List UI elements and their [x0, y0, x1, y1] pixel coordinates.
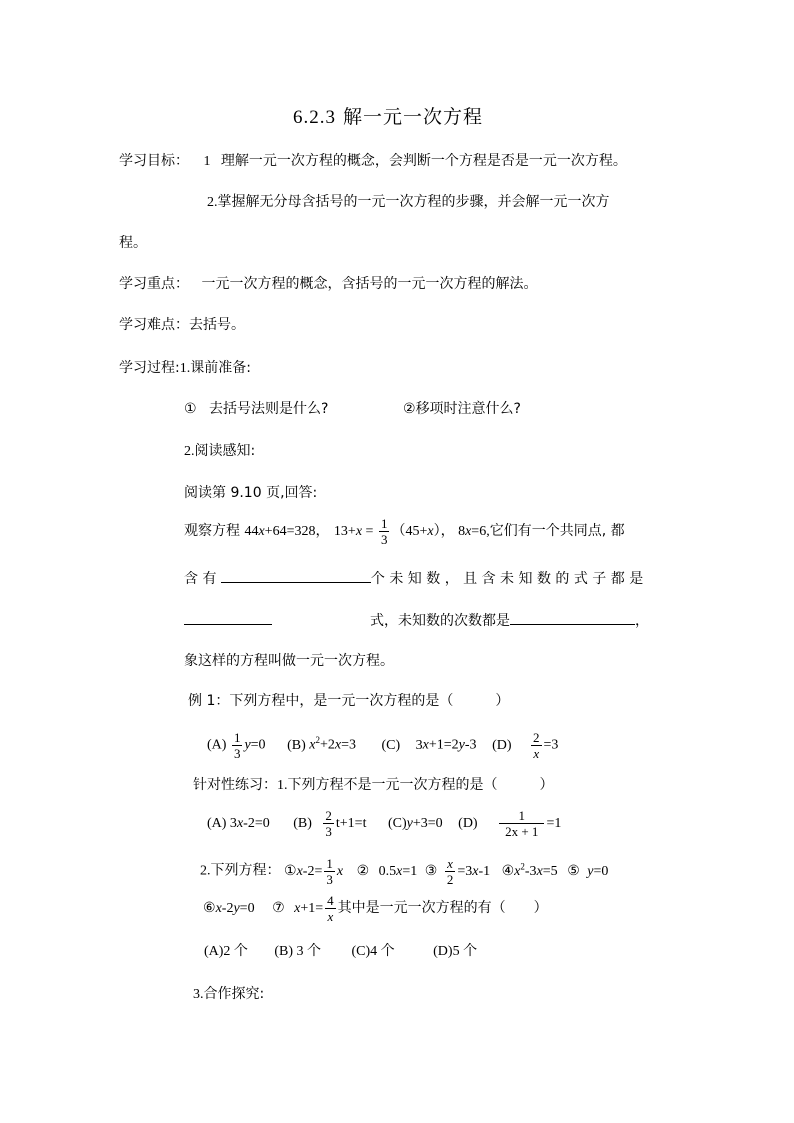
practice-2 — [200, 848, 608, 890]
practice-2-number: 2. — [200, 863, 211, 879]
p1-option-b-tail: t+1=t — [335, 816, 367, 831]
cooperation-heading — [193, 985, 264, 1004]
goal-line-2-cont: 程。 — [119, 235, 147, 251]
eq-2-tail: =1 — [402, 863, 418, 879]
option-a-label: (A) — [207, 737, 227, 753]
observe-prefix: 观察方程 — [184, 523, 245, 539]
eq-6-tail: =0 — [239, 901, 255, 916]
process-line — [119, 359, 251, 378]
fill-2-end: ， — [635, 613, 649, 629]
equation-2-var-b: x — [427, 524, 434, 539]
goal-label: 学习目标： — [119, 153, 189, 169]
eq-3-fraction — [445, 856, 456, 887]
eq-1-denominator: 3 — [326, 871, 333, 887]
eq-7-fraction — [325, 893, 336, 924]
practice-2-line-2 — [203, 890, 548, 927]
equation-2-left: 13+ — [333, 524, 356, 539]
process-step-number: 1. — [179, 361, 191, 376]
practice-2-text: 下列方程： — [210, 862, 281, 879]
p1-option-c-var: y — [406, 816, 413, 831]
equation-3-rest: =6, — [471, 524, 490, 539]
goal1-number: 1 — [203, 154, 211, 169]
example-1-options — [207, 722, 558, 764]
practice-1-text: 下列方程不是一元一次方程的是（ ） — [287, 777, 554, 793]
p1-option-d-tail: =1 — [546, 816, 562, 831]
option-c-label: (C) — [381, 737, 401, 753]
option-d-fraction — [531, 730, 542, 761]
key-text: 一元一次方程的概念，含括号的一元一次方程的解法。 — [201, 276, 538, 292]
conclusion-line: 象这样的方程叫做一元一次方程。 — [184, 653, 394, 669]
page-title — [293, 108, 483, 127]
process-step-text: 课前准备: — [190, 360, 251, 376]
p1-option-d: (D) — [458, 816, 478, 831]
practice-label: 针对性练习： — [193, 777, 277, 793]
fraction-numerator: 1 — [380, 515, 388, 531]
eq-3-end: -1 — [478, 863, 491, 879]
eq-4-exponent: 2 — [520, 861, 525, 871]
eq-3-tail: =3 — [457, 863, 473, 879]
option-a-tail: =0 — [250, 737, 266, 753]
option-d-numerator: 2 — [533, 729, 540, 745]
option-b-exponent: 2 — [315, 735, 320, 745]
cooperation-number: 3. — [193, 987, 204, 1002]
p1-option-b-denominator: 3 — [325, 824, 332, 840]
p1-option-d-fraction — [499, 808, 544, 839]
equation-1-coef: 44 — [244, 524, 259, 539]
practice-1-number: 1. — [277, 778, 288, 793]
equation-2-fraction — [379, 516, 390, 547]
eq-7-denominator: x — [327, 909, 334, 925]
fill-line-2 — [184, 610, 272, 630]
eq-4-var: x — [514, 863, 521, 879]
option-a-fraction — [232, 730, 243, 761]
p1-option-b: (B) — [293, 816, 312, 831]
question-2 — [403, 400, 521, 418]
option-c-coef: 3 — [415, 737, 423, 753]
p1-option-c: (C) — [387, 816, 407, 831]
eq-1-tail: -2= — [302, 863, 323, 879]
option-c-mid: +1=2 — [428, 737, 459, 753]
question-1 — [184, 400, 328, 418]
eq-6-mark: ⑥ — [203, 901, 216, 916]
equation-2-var: x — [355, 524, 363, 539]
eq-1-mark: ① — [284, 863, 297, 879]
option-c-end: -3 — [464, 737, 477, 753]
eq-2-mark: ② — [356, 863, 370, 879]
choice-d: (D)5 个 — [433, 944, 478, 959]
eq-1-var: x — [296, 863, 303, 879]
eq-4-mark: ④ — [501, 863, 515, 879]
fraction-denominator: 3 — [380, 531, 388, 547]
equation-2-close: ）， — [433, 524, 459, 539]
p1-option-c-tail: +3=0 — [412, 816, 443, 831]
reading-instruction: 阅读第 9.10 页,回答: — [184, 485, 318, 501]
process-label: 学习过程: — [119, 360, 180, 376]
eq-5-tail: =0 — [593, 863, 609, 879]
eq-7-mark: ⑦ — [272, 901, 285, 916]
choice-a: (A)2 个 — [204, 944, 248, 959]
eq-3-denominator: 2 — [446, 871, 454, 887]
eq-6-var-2: y — [233, 901, 240, 916]
option-b-end: =3 — [341, 737, 356, 753]
goal2-text: 掌握解无分母含括号的一元一次方程的步骤，并会解一元一次方 — [217, 194, 610, 210]
goal1-text: 理解一元一次方程的概念，会判断一个方程是否是一元一次方程。 — [220, 153, 627, 169]
observe-suffix: 它们有一个共同点, 都 — [489, 523, 625, 539]
option-b-mid: +2 — [319, 737, 335, 753]
difficulty-label: 学习难点： — [119, 317, 189, 333]
title-number: 6.2.3 — [293, 107, 336, 128]
fill-1-suffix: 个 未 知 数 ， 且 含 未 知 数 的 式 子 都 是 — [370, 571, 644, 587]
eq-3-var: x — [472, 863, 479, 879]
equation-3-coef: 8 — [458, 524, 466, 539]
eq-2-var: x — [396, 863, 403, 879]
answer-blank-3[interactable] — [510, 610, 635, 625]
option-c-var: x — [422, 737, 429, 753]
practice-1-options — [207, 806, 561, 842]
option-d-end: =3 — [543, 737, 559, 753]
eq-4-mid: -3 — [524, 863, 537, 879]
eq-6-mid: -2 — [221, 901, 234, 916]
eq-4-var-2: x — [536, 863, 543, 879]
goal2-number: 2. — [207, 195, 218, 210]
difficulty-line — [119, 316, 245, 334]
question-1-mark: ① — [184, 401, 197, 417]
fill-line-1 — [184, 568, 643, 588]
equation-2-paren: （45+ — [391, 524, 428, 539]
example-1-text: 下列方程中，是一元一次方程的是（ ） — [229, 693, 510, 709]
key-point-line — [119, 275, 537, 293]
option-b-label: (B) — [287, 737, 306, 753]
reading-number: 2. — [184, 444, 195, 459]
equation-3-var: x — [465, 524, 472, 539]
choice-c: (C)4 个 — [351, 944, 395, 959]
answer-blank-2[interactable] — [184, 610, 272, 625]
eq-6-var: x — [215, 901, 222, 916]
answer-blank-1[interactable] — [221, 568, 371, 583]
option-b-var-2: x — [334, 737, 342, 753]
eq-1-numerator: 1 — [326, 855, 333, 871]
eq-4-end: =5 — [542, 863, 558, 879]
fill-1-prefix: 含 有 — [184, 571, 221, 587]
question-2-text: 移项时注意什么? — [415, 401, 521, 417]
eq-3-mark: ③ — [424, 863, 438, 879]
eq-5-mark: ⑤ — [567, 863, 580, 879]
eq-1-fraction — [324, 856, 335, 887]
eq-2-coef: 0.5 — [378, 863, 397, 879]
option-a-denominator: 3 — [233, 745, 241, 761]
p1-option-b-fraction — [323, 808, 334, 839]
question-2-mark: ② — [403, 401, 416, 417]
eq-3-numerator: x — [445, 856, 456, 872]
option-a-numerator: 1 — [233, 729, 241, 745]
question-1-text: 去括号法则是什么? — [209, 401, 329, 417]
fill-line-2-right — [370, 610, 649, 630]
eq-7-var: x — [294, 901, 301, 916]
equation-1-var: x — [258, 524, 265, 539]
reading-heading — [184, 442, 255, 461]
option-b-var: x — [309, 737, 316, 753]
title-text: 解一元一次方程 — [343, 106, 484, 128]
option-d-denominator: x — [533, 745, 540, 761]
option-a-var: y — [244, 737, 251, 753]
option-c-var-2: y — [458, 737, 465, 753]
goal-line-1 — [119, 152, 627, 171]
difficulty-text: 去括号。 — [189, 317, 245, 333]
eq-5-var: y — [587, 863, 594, 879]
reading-title: 阅读感知: — [194, 443, 256, 459]
eq-7-tail: 其中是一元一次方程的有（ ） — [337, 900, 548, 916]
cooperation-text: 合作探究: — [203, 986, 265, 1002]
equation-1-rest: +64=328， — [264, 524, 330, 539]
fill-2-middle: 式，未知数的次数都是 — [370, 613, 510, 629]
eq-7-mid: +1= — [300, 901, 324, 916]
equation-2-equals: = — [362, 524, 377, 539]
practice-1 — [193, 776, 554, 795]
p1-option-b-numerator: 2 — [325, 808, 332, 824]
example-1-label: 例 1： — [188, 693, 230, 709]
example-1 — [188, 692, 509, 710]
p1-option-d-numerator: 1 — [499, 808, 544, 824]
choice-b: (B) 3 个 — [274, 944, 322, 959]
eq-1-var-2: x — [336, 863, 344, 879]
goal-line-2 — [207, 193, 610, 212]
eq-7-numerator: 4 — [327, 893, 334, 909]
p1-option-a: (A) 3 — [207, 816, 237, 831]
p1-option-a-tail: -2=0 — [243, 816, 270, 831]
option-d-label: (D) — [492, 737, 512, 753]
key-label: 学习重点： — [119, 276, 189, 292]
p1-option-d-denominator: 2x + 1 — [505, 824, 539, 840]
p1-option-a-var: x — [236, 816, 244, 831]
observe-line — [184, 513, 625, 550]
practice-2-options — [204, 942, 477, 961]
